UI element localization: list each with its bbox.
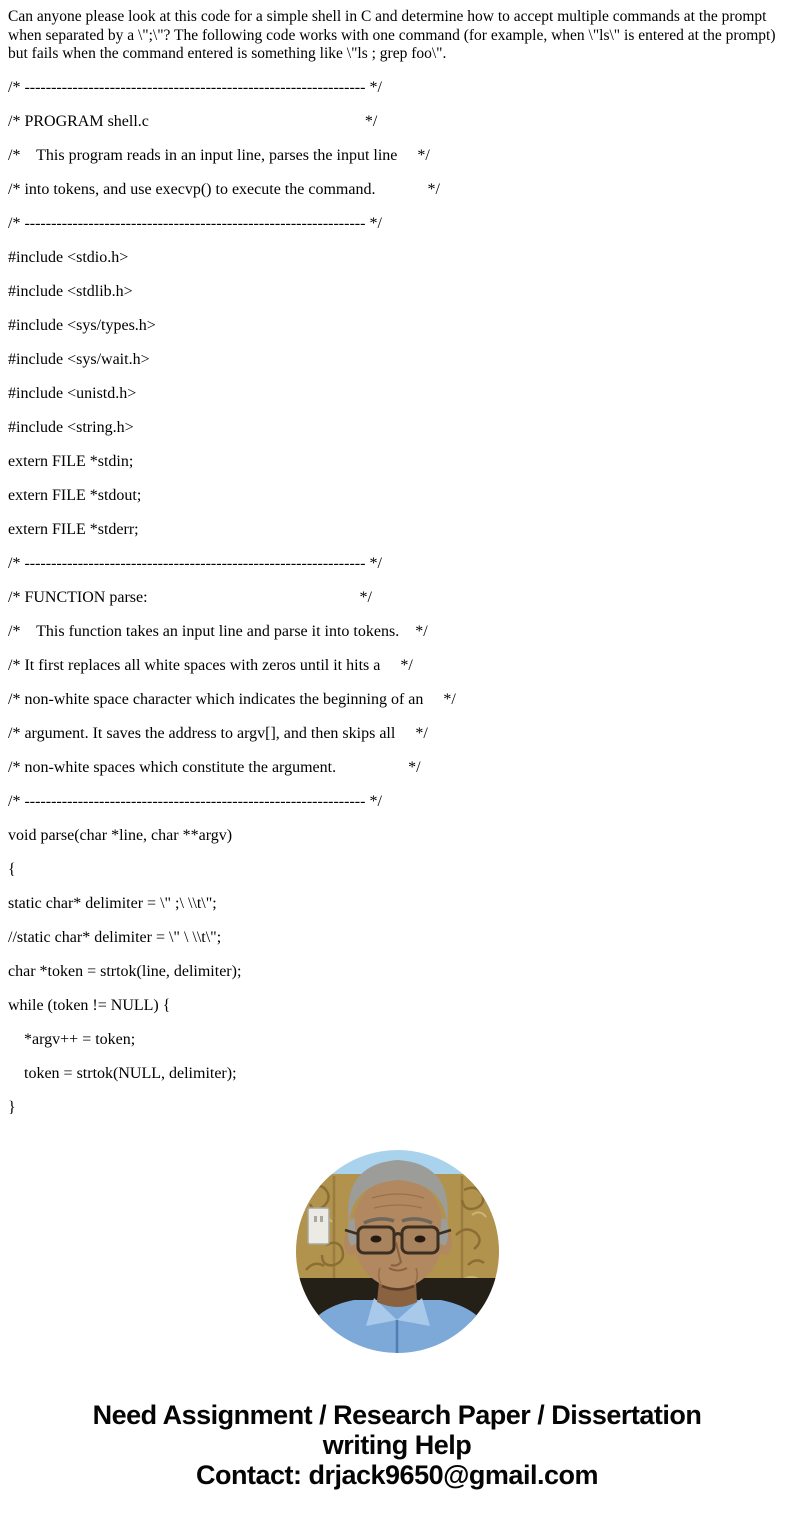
footer-heading-line2: writing Help — [322, 1429, 472, 1460]
code-line: /* into tokens, and use execvp() to execute the command. */ — [8, 180, 440, 198]
code-line: /* PROGRAM shell.c */ — [8, 112, 378, 130]
code-line: } — [8, 1098, 16, 1116]
footer-heading-line1: Need Assignment / Research Paper / Dissertation — [92, 1399, 702, 1430]
code-line: /* ---------------------------------------------------------------- */ — [8, 78, 382, 96]
code-line: /* ---------------------------------------------------------------- */ — [8, 792, 382, 810]
code-listing — [0, 78, 794, 1118]
footer-ad — [0, 1400, 794, 1490]
code-line: while (token != NULL) { — [8, 996, 171, 1014]
code-line: extern FILE *stdin; — [8, 452, 134, 470]
code-line: extern FILE *stdout; — [8, 486, 142, 504]
code-line: /* It first replaces all white spaces with zeros until it hits a */ — [8, 656, 413, 674]
code-line: /* This program reads in an input line, parses the input line */ — [8, 146, 430, 164]
code-line: /* FUNCTION parse: */ — [8, 588, 372, 606]
code-line: #include <stdio.h> — [8, 248, 129, 266]
code-line: /* This function takes an input line and parse it into tokens. */ — [8, 622, 428, 640]
switch-dot — [320, 1216, 323, 1222]
eye — [414, 1235, 425, 1242]
code-line: /* argument. It saves the address to argv[], and then skips all */ — [8, 724, 428, 742]
code-line: /* ---------------------------------------------------------------- */ — [8, 214, 382, 232]
code-line: static char* delimiter = \" ;\ \\t\"; — [8, 894, 217, 912]
code-line: #include <sys/types.h> — [8, 316, 156, 334]
code-line: /* ---------------------------------------------------------------- */ — [8, 554, 382, 572]
code-line: //static char* delimiter = \" \ \\t\"; — [8, 928, 222, 946]
code-line: void parse(char *line, char **argv) — [8, 826, 233, 844]
code-line: extern FILE *stderr; — [8, 520, 139, 538]
code-line: /* non-white space character which indicates the beginning of an */ — [8, 690, 456, 708]
code-line: { — [8, 860, 16, 878]
code-line: char *token = strtok(line, delimiter); — [8, 962, 242, 980]
code-line: token = strtok(NULL, delimiter); — [8, 1064, 237, 1082]
code-line: #include <string.h> — [8, 418, 134, 436]
code-line: #include <unistd.h> — [8, 384, 137, 402]
switch-dot — [314, 1216, 317, 1222]
code-line: #include <stdlib.h> — [8, 282, 133, 300]
light-switch-panel — [308, 1208, 329, 1244]
code-line: *argv++ = token; — [8, 1030, 136, 1048]
footer-contact-email: Contact: drjack9650@gmail.com — [196, 1459, 598, 1490]
code-line: /* non-white spaces which constitute the argument. */ — [8, 758, 421, 776]
question-text: Can anyone please look at this code for a simple shell in C and determine how to accept multiple commands at the prompt when separated by a \";\"? The following code works with one command (for example, when \"ls\" is entered at the prompt) but fails when the command entered is something like \"ls ; grep foo\". — [8, 8, 780, 62]
code-line: #include <sys/wait.h> — [8, 350, 150, 368]
person-avatar — [296, 1150, 499, 1353]
person-photo — [0, 1150, 794, 1353]
eye — [370, 1235, 381, 1242]
